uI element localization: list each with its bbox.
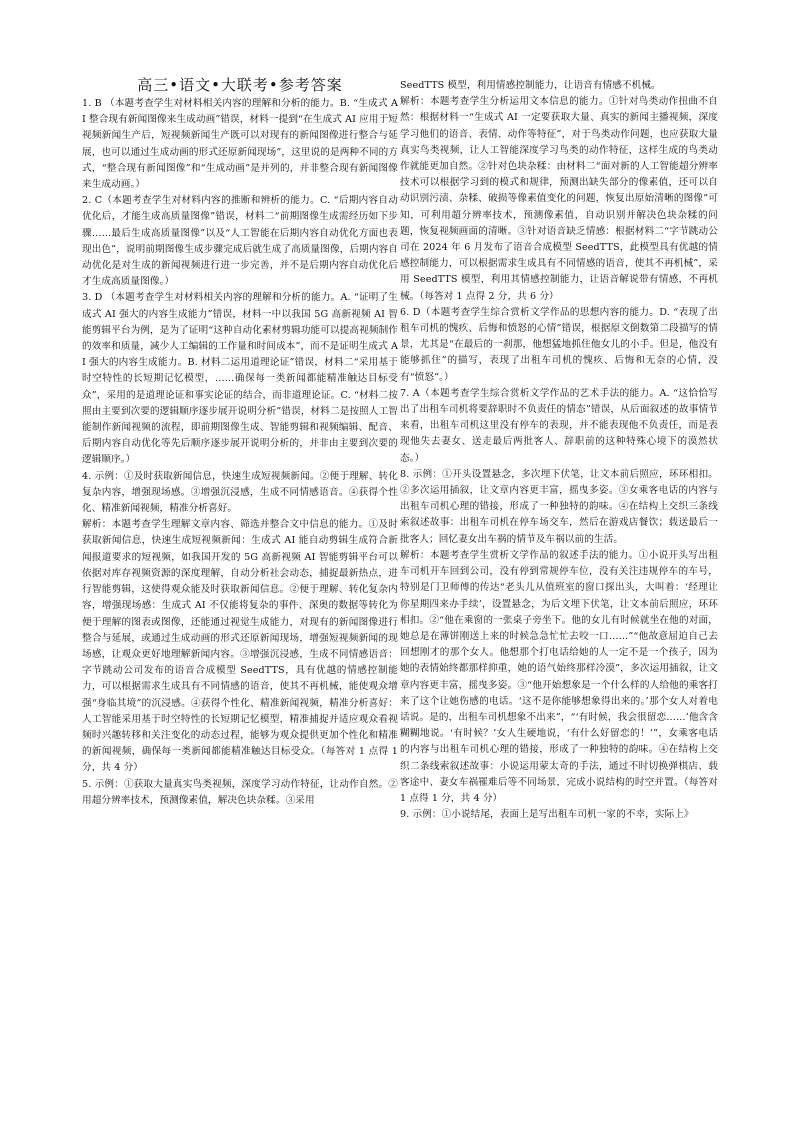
answer-9: 9. 示例：①小说结尾，表面上是写出租车司机一家的不幸，实际上》 [400, 809, 694, 821]
answer-7: 7. A（本题考查学生综合赏析文学作品的艺术手法的能力。A. “这恰恰写出了出租车司机将要辞职时不负责任的情态”错误，从后面叙述的故事情节来看，出租车司机这里没有停车的表现，并不能表现他不负责任，而是表现他失去妻女、送走最后两批客人、辞职前的这种特殊心境下的漠然状态。） [400, 387, 718, 464]
answer-8-analysis: 解析：本题考查学生赏析文学作品的叙述手法的能力。①小说开头写出租车司机开车回到公司，没有停到常规停车位，没有关注违规停车的车号，特别是门卫师傅的传达“老头儿从值班室的窗口探出头，大叫着：‘经理让你星期四来办手续’，设置悬念，为后文埋下伏笔，让文本前后照应，环环相扣。②“他在乘窗的一张桌子旁坐下。他的女儿有时候就坐在他的对面，她总是在薄饼刚送上来的时候急急忙忙去咬一口……”“他故意屈迫自己去回想刚才的那个女人。他想那个打电话给她的人一定不是一个孩子，因为她的表情始终都那样抑重，她的语气始终那样冷漠”，多次运用插叙，让文章内容更丰富，摇曳多姿。③“他开始想象是一个什么样的人给他的乘客打来了这个让她伤感的电话。‘这不是你能够想象得出来的。’那个女人对着电话说。是的，出租车司机想象不出来”，“‘有时候，我会很留恋……’他含含糊糊地说。‘有时候？’女人生硬地说，‘有什么好留恋的！’”，女乘客电话的内容与出租车司机心理的错接，形成了一种独特的韵味。④在结构上交织二条线索叙述故事：小说运用蒙太奇的手法，通过不时切换弹棋店、载客途中、妻女车祸罹难后等不同场景，完成小说结构的时空并置。（每答对 1 点得 1 分，共 4 分） [400, 549, 718, 804]
answer-4-analysis: 解析：本题考查学生理解文章内容、筛选并整合文中信息的能力。①及时获取新闻信息，快速生成短视频新闻：生成式 AI 能自动剪辑生成符合新闻报道要求的短视频，如我国开发的 5G 高新视频 AI 智能剪辑平台可以依据对库存视频资源的深度理解，自动分析社会动态，捕捉最新热点，进行智能剪辑，这使得观众能及时获取新闻信息。②便于理解、转化复杂内容，增强现场感：生成式 AI 不仅能将复杂的事件、深奥的数据等转化为便于理解的图表或图像，还能通过视觉生成能力，对现有的新闻图像进行整合与延展，或通过生成动画的形式还原新闻现场，增强短视频新闻的现场感，让观众更好地理解新闻内容。③增强沉浸感，生成不同情感语音：字节跳动公司发布的语音合成模型 SeedTTS，具有优越的情感控制能力，可以根据需求生成具有不同情感的语音，使其不再机械，能使观众增强“身临其境”的沉浸感。④获得个性化、精准新闻视频，精准分析喜好：人工智能采用基于时空特性的长短期记忆模型，精准捕捉并适应观众看视频时兴趣转移和关注变化的动态过程，能够为观众提供更加个性化和精准的新闻视频，确保每一类新闻都能精准触达目标受众。（每答对 1 点得 1 分，共 4 分） [82, 519, 398, 774]
answer-5-analysis: 解析：本题考查学生分析运用文本信息的能力。①针对鸟类动作扭曲不自然：根据材料一“生成式 AI 一定要获取大量、真实的新闻主播视频，深度学习他们的语音、表情、动作等特征”，对于鸟类动作问题，也应获取大量真实鸟类视频，让人工智能深度学习鸟类的动作特征，这样生成的鸟类动作就能更加自然。②针对色块杂糅：由材料二“面对新的人工智能超分辨率技术可以根据学习到的模式和规律，预测出缺失部分的像素值，还可以自动识别污渍、杂糅、破损等像素值变化的问题，恢复出原始清晰的图像”可知，可利用超分辨率技术，预测像素值，自动识别并解决色块杂糅的问题，恢复视频画面的清晰。③针对语音缺乏情感：根据材料二“字节跳动公司在 2024 年 6 月发布了语音合成模型 SeedTTS，此模型具有优越的情感控制能力，可以根据需求生成具有不同情感的语音，使其不再机械”，采用 SeedTTS 模型，利用其情感控制能力，让语音解说带有情感，不再机械。（每答对 1 点得 2 分，共 6 分） [400, 96, 718, 302]
answer-4: 4. 示例：①及时获取新闻信息，快速生成短视频新闻。②便于理解、转化复杂内容，增强现场感。③增强沉浸感，生成不同情感语音。④获得个性化、精准新闻视频，精准分析喜好。 [82, 470, 398, 515]
answer-5-continued: SeedTTS 模型，利用情感控制能力，让语音有情感不机械。 [400, 80, 661, 91]
answer-2: 2. C（本题考查学生对材料内容的推断和辨析的能力。C. “后期内容自动优化后，才能生成高质量图像”错误，材料二“前期图像生成需经历如下步骤……最后生成高质量图像”以及“人工智能在后期内容自动优化方面也表现出色”，说明前期图像生成步骤完成后就生成了高质量图像，后期内容自动优化是对生成的新闻视频进行进一步完善，并不是后期内容自动优化后才生成高质量图像。） [82, 195, 398, 288]
answer-3: 3. D （本题考查学生对材料相关内容的理解和分析的能力。A. “证明了生成式 AI 强大的内容生成能力”错误，材料一中以我国 5G 高新视频 AI 智能剪辑平台为例，是为了证明“这种自动化素材剪辑功能可以提高视频制作的效率和质量，减少人工编辑的工作量和时间成本”，而不是证明生成式 AI 强大的内容生成能力。B. 材料二运用道理论证”错误，材料二“采用基于时空特性的长短期记忆模型，……确保每一类新闻都能精准触达目标受众”，采用的是道理论证和事实论证的结合，而非道理论证。C. “材料二按照由主要到次要的逻辑顺序逐步展开说明分析”错误，材料二是按照人工智能制作新闻视频的流程，即前期图像生成、智能剪辑和视频编辑、配音、后期内容自动优化等先后顺序逐步展开说明分析的，并非由主要到次要的逻辑顺序。） [82, 292, 398, 466]
right-column [400, 78, 718, 823]
left-column [82, 76, 398, 809]
page-title: 高三•语文•大联考•参考答案 [137, 76, 343, 94]
answer-1: 1. B （本题考查学生对材料相关内容的理解和分析的能力。B. “生成式 AI 整合现有新闻图像来生成动画”错误，材料一提到“在生成式 AI 应用于短视频新闻生产后，短视频新闻生产既可以对现有的新闻图像进行整合与延展，也可以通过生成动画的形式还原新闻现场”，这里说的是两种不同的方式，“整合现有新闻图像”和“生成动画”是并列的，并非整合现有新闻图像来生成动画。） [82, 98, 398, 191]
answer-6: 6. D（本题考查学生综合赏析文学作品的思想内容的能力。D. “表现了出租车司机的愧疚、后悔和愤怒的心情”错误，根据原文倒数第二段描写的情景，尤其是“在最后的一刹那，他想猛地抓住他女儿的小手。但是，他没有能够抓住”的描写，表现了出租车司机的愧疚、后悔和无奈的心情，没有“愤怒”。） [400, 306, 718, 383]
answer-8: 8. 示例：①开头设置悬念，多次埋下伏笔，让文本前后照应，环环相扣。②多次运用插叙，让文章内容更丰富，摇曳多姿。③女乘客电话的内容与出租车司机心理的错接，形成了一种独特的韵味。④在结构上交织三条线索叙述故事：出租车司机在停车场交车，然后在游戏店餐饮；载送最后一批客人；回忆妻女出车祸的情节及车祸以前的生活。 [400, 468, 718, 545]
answer-5: 5. 示例：①获取大量真实鸟类视频，深度学习动作特征，让动作自然。②用超分辨率技术，预测像素值，解决色块杂糅。③采用 [82, 778, 398, 806]
